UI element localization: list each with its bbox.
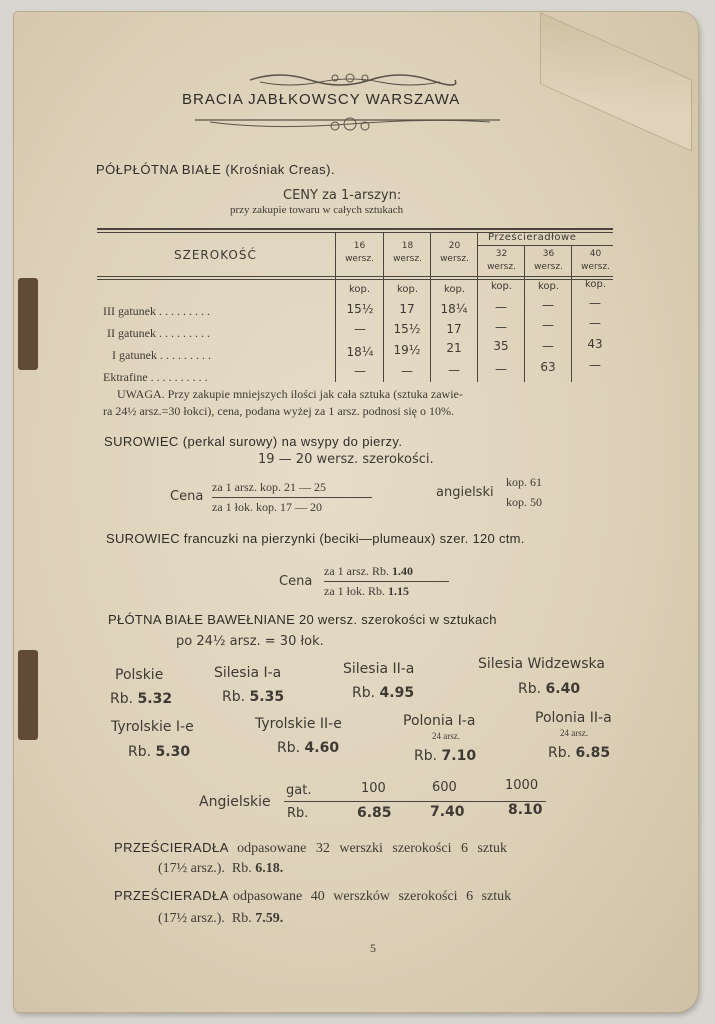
unit-cell: kop. bbox=[348, 284, 371, 295]
col-group-przescieradlowe: Prześcieradłowe bbox=[488, 232, 577, 243]
table-cell: — bbox=[495, 362, 507, 376]
table-cell: 18¼ bbox=[346, 345, 374, 359]
product-name: Polonia I-a bbox=[403, 713, 476, 729]
col-header-szerokosc: SZEROKOŚĆ bbox=[174, 248, 257, 262]
table-col-divider bbox=[430, 232, 431, 382]
product-price: Rb. 7.10 bbox=[414, 748, 477, 764]
table-cell: — bbox=[495, 300, 507, 314]
row-label: Ektrafine . . . . . . . . . . bbox=[103, 370, 208, 384]
product-price: Rb. 5.32 bbox=[110, 691, 173, 707]
product-price: Rb. 5.30 bbox=[128, 744, 191, 760]
product-price: Rb. 6.40 bbox=[518, 681, 581, 697]
grade-price: 6.85 bbox=[357, 805, 392, 821]
table-cell: — bbox=[589, 358, 601, 372]
col-header: 20 wersz. bbox=[440, 241, 469, 264]
table-cell: — bbox=[542, 339, 554, 353]
table-col-divider bbox=[383, 232, 384, 382]
company-name: BRACIA JABŁKOWSCY WARSZAWA bbox=[182, 91, 461, 108]
col-header: 32 wersz. bbox=[487, 249, 516, 272]
section3-price-arsz: za 1 arsz. Rb. 1.40 bbox=[324, 564, 413, 578]
fraction-rule bbox=[324, 581, 449, 582]
product-name: Tyrolskie I-e bbox=[111, 719, 194, 735]
product-name: Polskie bbox=[115, 667, 164, 683]
col-header: 18 wersz. bbox=[393, 241, 422, 264]
angielskie-rb-label: Rb. bbox=[287, 806, 309, 821]
przescieradla-item-1-line2: (17½ arsz.). Rb. 6.18. bbox=[158, 861, 284, 876]
unit-cell: kop. bbox=[584, 279, 607, 290]
grade-value: 600 bbox=[432, 780, 457, 795]
unit-cell: kop. bbox=[537, 281, 560, 292]
product-price: Rb. 4.60 bbox=[277, 740, 340, 756]
table-col-divider bbox=[524, 246, 525, 382]
product-name: Polonia II-a bbox=[535, 710, 612, 726]
page-number: 5 bbox=[370, 941, 376, 955]
przescieradla-item-2: PRZEŚCIERADŁA odpasowane 40 werszków szerokości 6 sztuk bbox=[114, 888, 512, 904]
section2-title: SUROWIEC (perkal surowy) na wsypy do pierzy. bbox=[104, 434, 403, 449]
table-cell: 63 bbox=[540, 360, 556, 374]
section4-title: PŁÓTNA BIAŁE BAWEŁNIANE 20 wersz. szerokości w sztukach bbox=[108, 612, 497, 627]
product-name: Tyrolskie II-e bbox=[255, 716, 342, 732]
table-col-divider bbox=[571, 246, 572, 382]
product-name: Silesia I-a bbox=[214, 665, 282, 681]
row-label: II gatunek . . . . . . . . . bbox=[107, 326, 210, 340]
table-group-rule bbox=[477, 245, 613, 246]
product-note: 24 arsz. bbox=[560, 728, 588, 738]
table-col-divider bbox=[477, 232, 478, 382]
section2-subtitle: 19 — 20 wersz. szerokości. bbox=[258, 452, 434, 467]
grade-price: 8.10 bbox=[508, 802, 543, 818]
row-label: I gatunek . . . . . . . . . bbox=[112, 348, 211, 362]
row-label: III gatunek . . . . . . . . . bbox=[103, 304, 210, 318]
table-cell: — bbox=[354, 322, 366, 336]
section3-cena-label: Cena bbox=[279, 574, 313, 589]
table-cell: — bbox=[589, 316, 601, 330]
angielski-price-top: kop. 61 bbox=[506, 475, 542, 489]
table-cell: 43 bbox=[587, 337, 603, 351]
table-cell: — bbox=[495, 320, 507, 334]
unit-cell: kop. bbox=[443, 284, 466, 295]
note-line-1: UWAGA. Przy zakupie mniejszych ilości jak cała sztuka (sztuka zawie- bbox=[117, 387, 463, 401]
product-name: Silesia II-a bbox=[343, 661, 415, 677]
przescieradla-item-1: PRZEŚCIERADŁA odpasowane 32 werszki szerokości 6 sztuk bbox=[114, 840, 508, 856]
table-cell: 15½ bbox=[346, 302, 374, 316]
col-header: 36 wersz. bbox=[534, 249, 563, 272]
product-price: Rb. 4.95 bbox=[352, 685, 415, 701]
prices-title: CENY za 1-arszyn: bbox=[283, 188, 402, 203]
angielskie-gat-label: gat. bbox=[286, 783, 312, 798]
table-header-rule bbox=[97, 276, 613, 277]
table-cell: 21 bbox=[446, 341, 462, 355]
table-cell: — bbox=[542, 298, 554, 312]
ornament-top-icon bbox=[240, 68, 460, 90]
table-cell: 17 bbox=[446, 322, 462, 336]
section4-subtitle: po 24½ arsz. = 30 łok. bbox=[176, 634, 324, 649]
grade-value: 1000 bbox=[505, 778, 539, 793]
table-col-divider bbox=[335, 232, 336, 382]
fraction-rule bbox=[212, 497, 372, 498]
ornament-bottom-icon bbox=[190, 112, 510, 136]
przescieradla-item-2-line2: (17½ arsz.). Rb. 7.59. bbox=[158, 911, 284, 926]
table-cell: 19½ bbox=[393, 343, 421, 357]
col-header: 40 wersz. bbox=[581, 249, 610, 272]
section3-title: SUROWIEC francuzki na pierzynki (beciki—plumeaux) szer. 120 ctm. bbox=[106, 531, 525, 546]
unit-cell: kop. bbox=[490, 281, 513, 292]
grade-value: 100 bbox=[361, 781, 386, 796]
grade-price: 7.40 bbox=[430, 804, 465, 820]
product-price: Rb. 5.35 bbox=[222, 689, 285, 705]
angielski-label: angielski bbox=[436, 485, 494, 500]
section2-cena-label: Cena bbox=[170, 489, 204, 504]
section1-title: PÓŁPŁÓTNA BIAŁE (Krośniak Creas). bbox=[96, 162, 336, 177]
table-cell: — bbox=[354, 364, 366, 378]
table-cell: 17 bbox=[399, 302, 415, 316]
fraction-rule bbox=[284, 801, 546, 802]
table-cell: 35 bbox=[493, 339, 509, 353]
angielskie-label: Angielskie bbox=[199, 794, 271, 810]
col-header: 16 wersz. bbox=[345, 241, 374, 264]
table-cell: — bbox=[542, 318, 554, 332]
binding-stain-top bbox=[18, 278, 38, 370]
angielski-price-bottom: kop. 50 bbox=[506, 495, 542, 509]
table-top-rule bbox=[97, 228, 613, 230]
table-cell: — bbox=[401, 364, 413, 378]
unit-cell: kop. bbox=[396, 284, 419, 295]
prices-subtitle: przy zakupie towaru w całych sztukach bbox=[230, 204, 404, 216]
table-cell: 18¼ bbox=[440, 302, 468, 316]
product-name: Silesia Widzewska bbox=[478, 656, 605, 672]
section2-price-arsz: za 1 arsz. kop. 21 — 25 bbox=[212, 480, 326, 494]
note-line-2: ra 24½ arsz.=30 łokci), cena, podana wyżej za 1 arsz. podnosi się o 10%. bbox=[103, 404, 454, 418]
table-cell: — bbox=[448, 363, 460, 377]
section3-price-lok: za 1 łok. Rb. 1.15 bbox=[324, 584, 409, 598]
table-cell: — bbox=[589, 296, 601, 310]
product-price: Rb. 6.85 bbox=[548, 745, 611, 761]
table-cell: 15½ bbox=[393, 322, 421, 336]
product-note: 24 arsz. bbox=[432, 731, 460, 741]
binding-stain-bottom bbox=[18, 650, 38, 740]
section2-price-lok: za 1 łok. kop. 17 — 20 bbox=[212, 500, 322, 514]
